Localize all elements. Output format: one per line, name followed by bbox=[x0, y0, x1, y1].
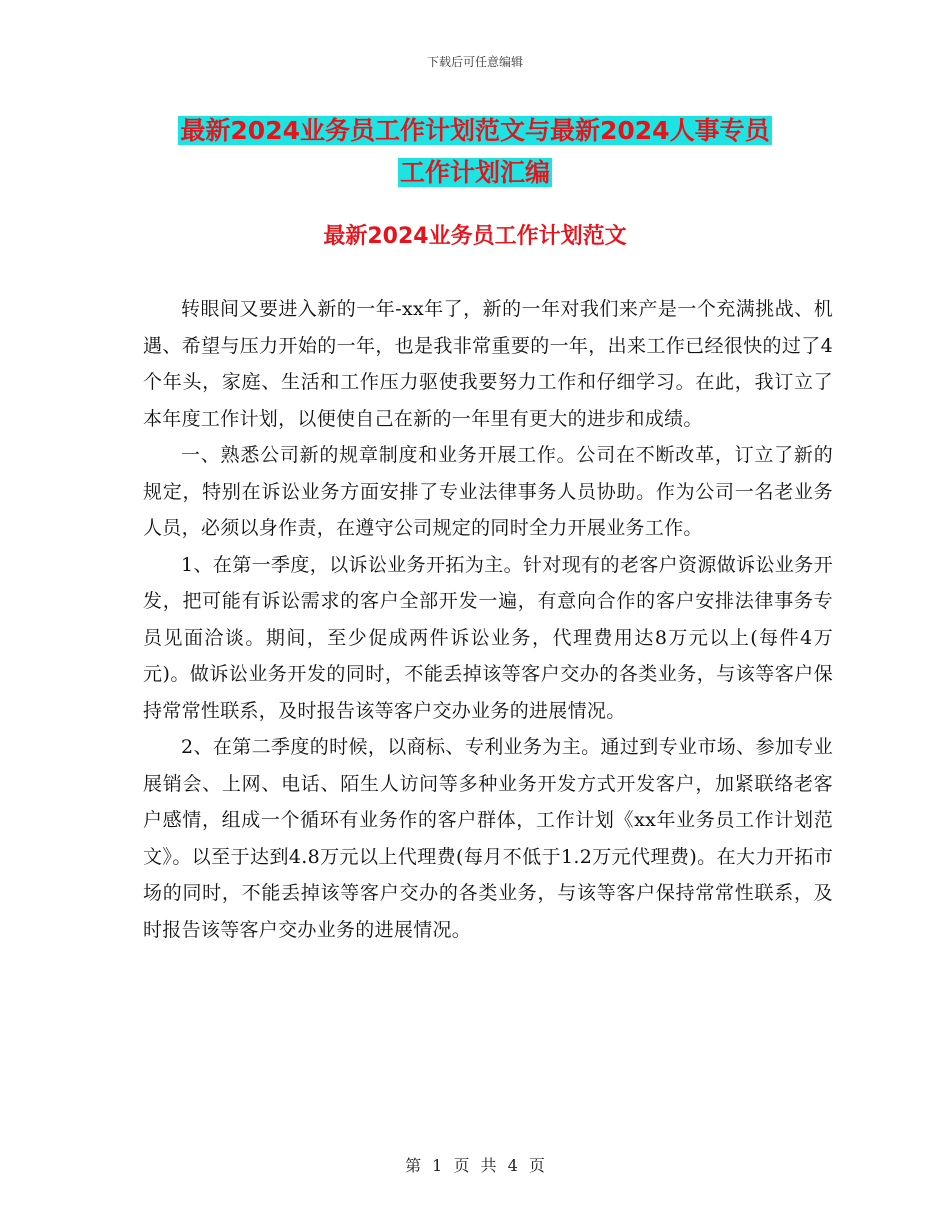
page-number-footer: 第 1 页 共 4 页 bbox=[405, 1156, 545, 1175]
paragraph: 转眼间又要进入新的一年-xx年了，新的一年对我们来产是一个充满挑战、机遇、希望与压力开始的一年，也是我非常重要的一年，出来工作已经很快的过了4个年头，家庭、生活和工作压力驱使我要努力工作和仔细学习。在此，我订立了本年度工作计划，以便使自己在新的一年里有更大的进步和成绩。 bbox=[143, 298, 833, 430]
page-header-note: 下载后可任意编辑 bbox=[426, 55, 523, 69]
document-body bbox=[143, 291, 833, 948]
title-line-2: 工作计划汇编 bbox=[399, 158, 550, 187]
title-line-1: 最新2024业务员工作计划范文与最新2024人事专员 bbox=[180, 116, 770, 145]
paragraph: 2、在第二季度的时候，以商标、专利业务为主。通过到专业市场、参加专业展销会、上网、电话、陌生人访问等多种业务开发方式开发客户，加紧联络老客户感情，组成一个循环有业务作的客户群体，工作计划《xx年业务员工作计划范文》。以至于达到4.8万元以上代理费(每月不低于1.2万元代理费)。在大力开拓市场的同时，不能丢掉该等客户交办的各类业务，与该等客户保持常常性联系，及时报告该等客户交办业务的进展情况。 bbox=[143, 736, 833, 941]
section-title: 最新2024业务员工作计划范文 bbox=[323, 224, 627, 249]
paragraph: 1、在第一季度，以诉讼业务开拓为主。针对现有的老客户资源做诉讼业务开发，把可能有诉讼需求的客户全部开发一遍，有意向合作的客户安排法律事务专员见面洽谈。期间，至少促成两件诉讼业务，代理费用达8万元以上(每件4万元)。做诉讼业务开发的同时，不能丢掉该等客户交办的各类业务，与该等客户保持常常性联系，及时报告该等客户交办业务的进展情况。 bbox=[143, 553, 833, 722]
paragraph: 一、熟悉公司新的规章制度和业务开展工作。公司在不断改革，订立了新的规定，特别在诉讼业务方面安排了专业法律事务人员协助。作为公司一名老业务人员，必须以身作责，在遵守公司规定的同时全力开展业务工作。 bbox=[143, 444, 833, 539]
document-title bbox=[0, 110, 950, 194]
